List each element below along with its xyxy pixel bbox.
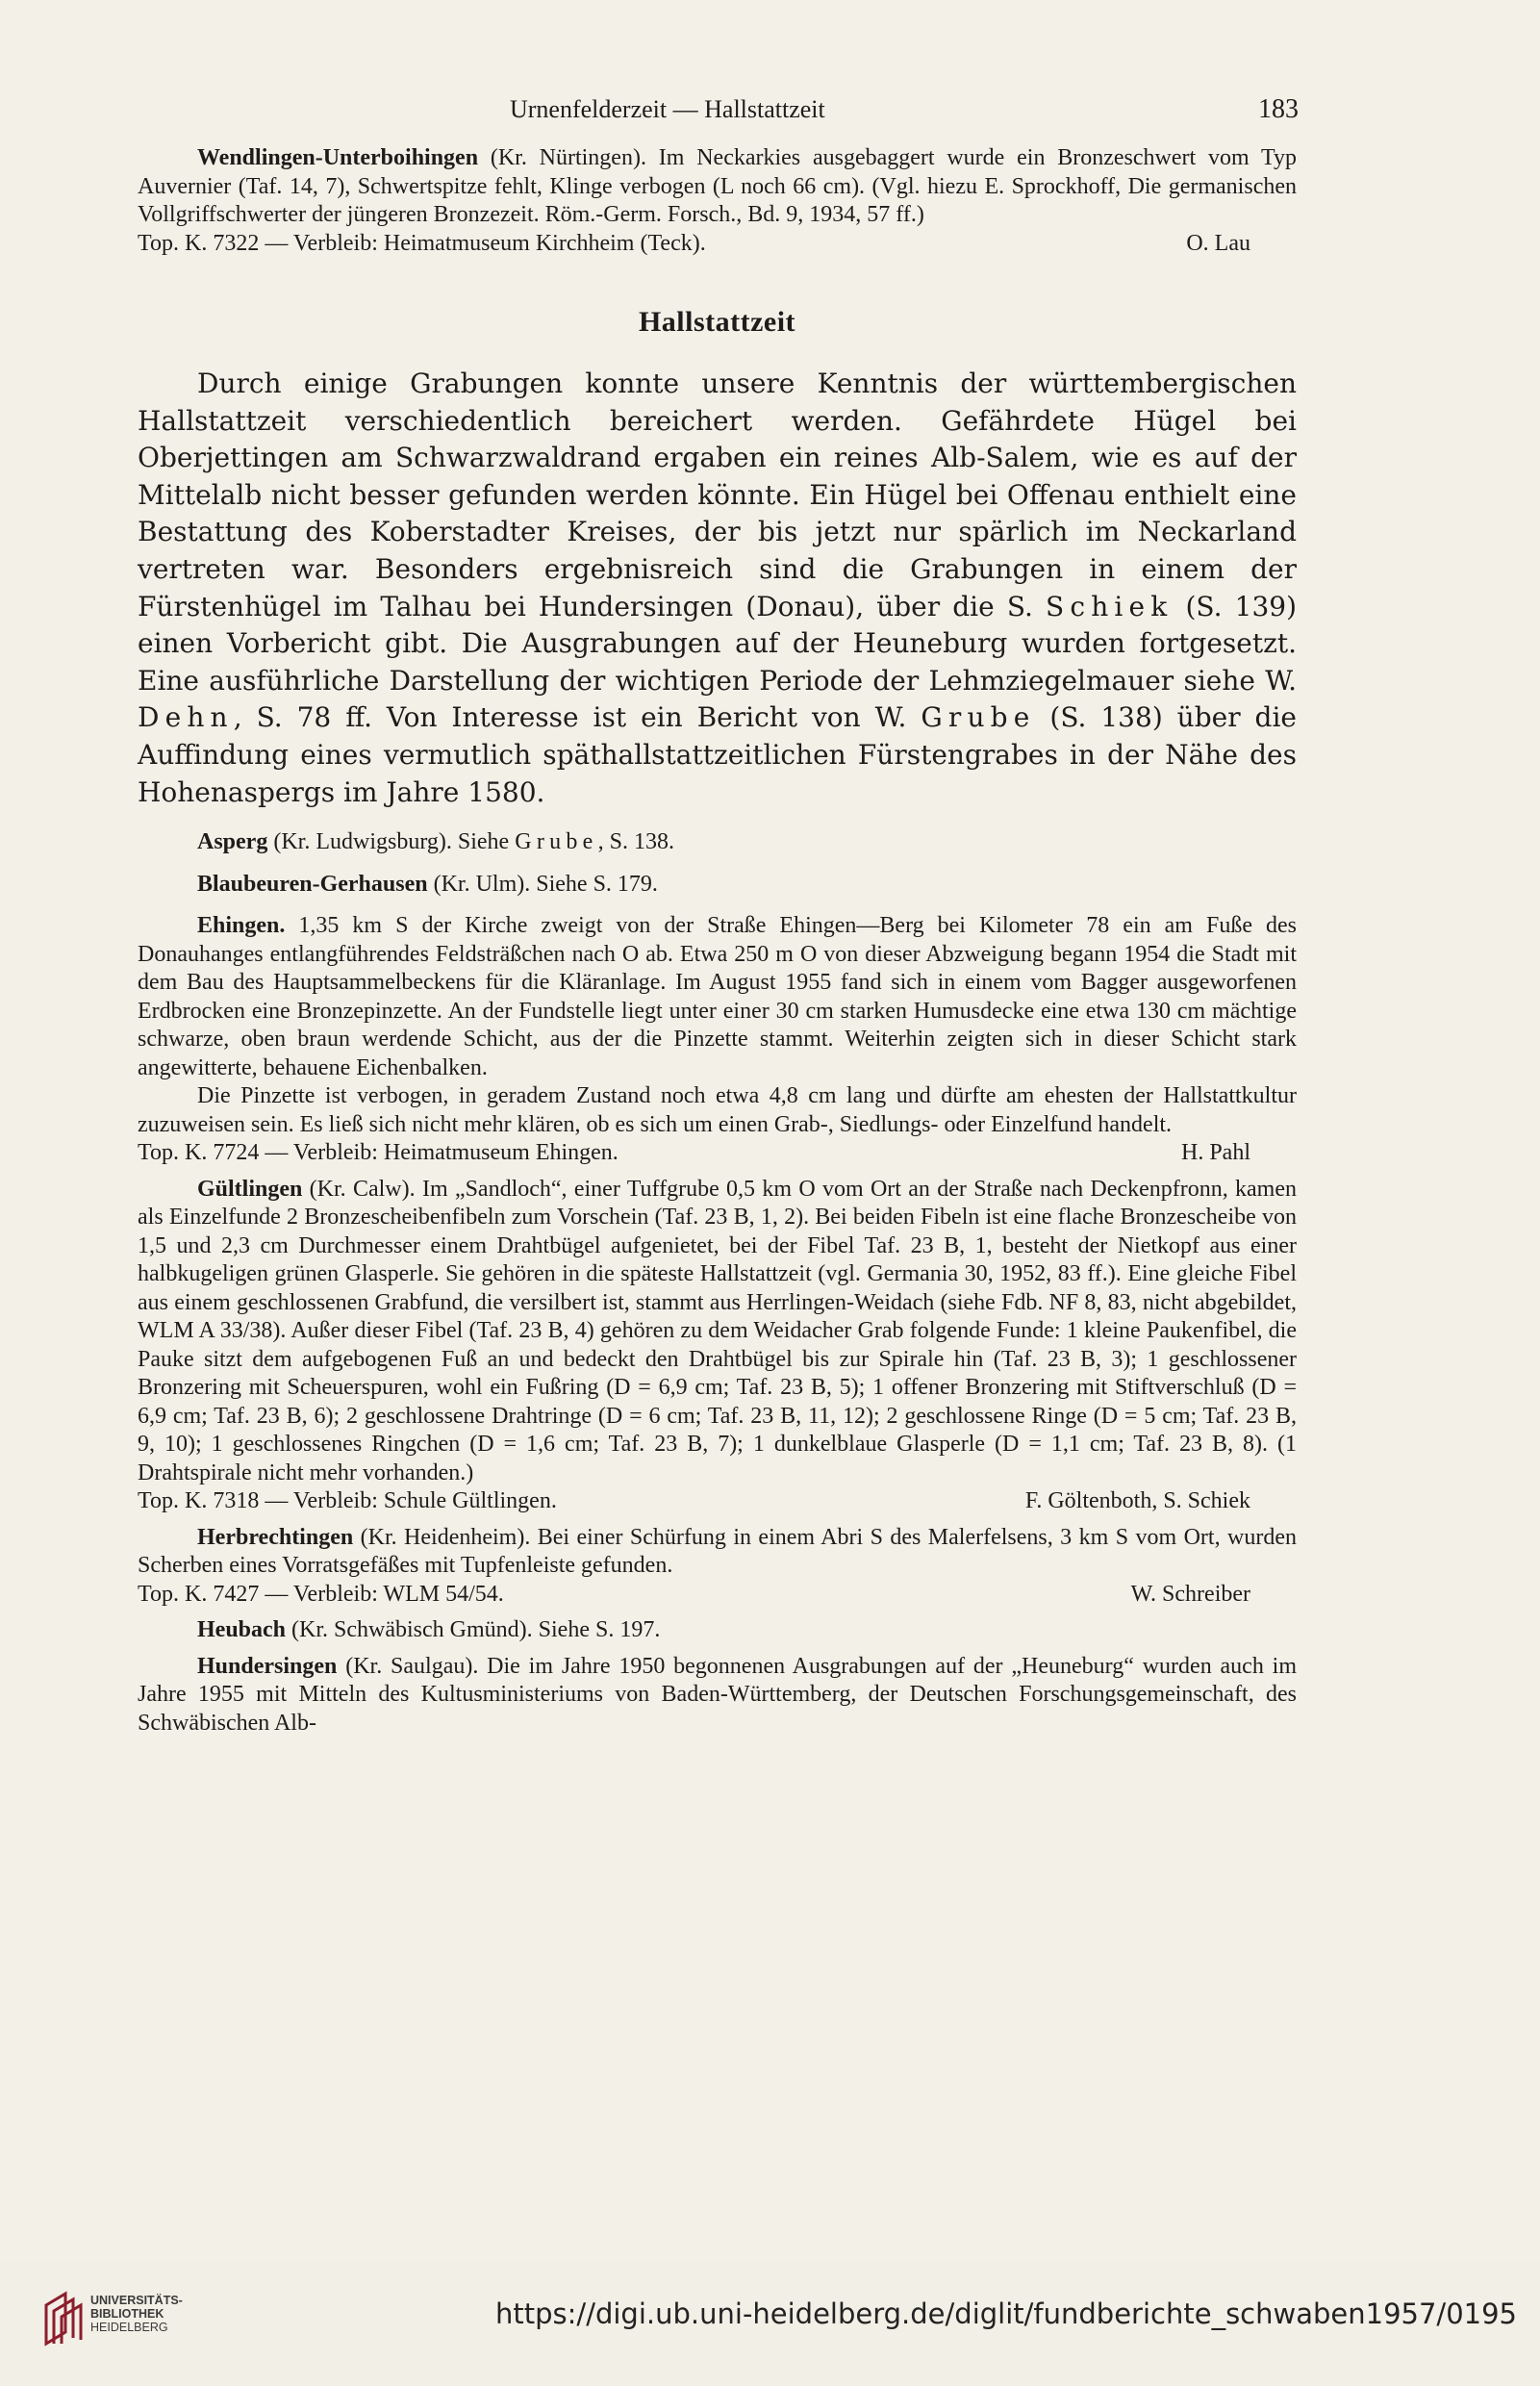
entry-place: Heubach bbox=[197, 1617, 287, 1643]
entry-hundersingen bbox=[138, 1653, 1297, 1739]
entry-place: Wendlingen-Unterboihingen bbox=[197, 145, 479, 170]
entry-author: H. Pahl bbox=[1181, 1140, 1250, 1166]
author-name: Grube bbox=[515, 829, 598, 855]
entry-text: (Kr. Ulm). Siehe S. 179. bbox=[427, 871, 658, 897]
library-name-line: HEIDELBERG bbox=[90, 2321, 168, 2334]
entry-text: 1,35 km S der Kirche zweigt von der Straße Ehingen—Berg bei Kilometer 78 ein am Fuße des Donauhanges entlangführendes Feldsträßchen nach O ab. Etwa 250 m O von dieser Abzweigung begann 1954 die Stadt mit dem Bau des Hauptsammelbeckens für die Kläranlage. Im August 1955 fand sich in einem vom Bagger ausgeworfenen Erdbrocken eine Bronzepinzette. An der Fundstelle liegt unter einer 30 cm starken Humusdecke eine etwa 130 cm mächtige schwarze, oben braun werdende Schicht, aus der die Pinzette stammt. Weiterhin zeigten sich in dieser Schicht stark angewitterte, behauene Eichenbalken. bbox=[138, 913, 1297, 1080]
section-intro bbox=[138, 366, 1297, 811]
permalink-url[interactable]: https://digi.ub.uni-heidelberg.de/diglit/fundberichte_schwaben1957/0195 bbox=[495, 2297, 1517, 2330]
entry-place: Gültlingen bbox=[197, 1176, 303, 1202]
entry-wendlingen bbox=[138, 144, 1297, 258]
library-name-line: UNIVERSITÄTS- bbox=[90, 2294, 183, 2307]
author-name: Dehn bbox=[138, 701, 234, 734]
intro-text: (S. 139) einen Vorbericht gibt. Die Ausgrabungen auf der Heuneburg wurden fortgesetzt. Eine ausführliche Darstellung der wichtigen Periode der Lehmziegelmauer siehe W. bbox=[138, 590, 1298, 697]
entry-place: Herbrechtingen bbox=[197, 1524, 354, 1550]
entry-topo: Top. K. 7427 — Verbleib: WLM 54/54. bbox=[138, 1581, 504, 1607]
entry-ehingen bbox=[138, 912, 1297, 1168]
entry-author: W. Schreiber bbox=[1130, 1581, 1250, 1607]
entry-text: (Kr. Nürtingen). Im Neckarkies ausgebaggert wurde ein Bronzeschwert vom Typ Auvernier (Taf. 14, 7), Schwertspitze fehlt, Klinge verbogen (L noch 66 cm). (Vgl. hiezu E. Sprockhoff, Die germanischen Vollgriffschwerter der jüngeren Bronzezeit. Röm.-Germ. Forsch., Bd. 9, 1934, 57 ff.) bbox=[138, 145, 1297, 227]
entry-topo: Top. K. 7318 — Verbleib: Schule Gültlingen. bbox=[138, 1488, 557, 1514]
entry-text: Die Pinzette ist verbogen, in geradem Zustand noch etwa 4,8 cm lang und dürfte am ehesten der Hallstattkultur zuzuweisen sein. Es ließ sich nicht mehr klären, ob es sich um einen Grab-, Siedlungs- oder Einzelfund handelt. bbox=[138, 1083, 1297, 1137]
entry-blaubeuren bbox=[138, 871, 1297, 900]
intro-text: (S. 138) über die Auffindung eines vermutlich späthallstattzeitlichen Fürstengrabes in der Nähe des Hohenaspergs im Jahre 1580. bbox=[138, 701, 1297, 808]
entry-place: Blaubeuren-Gerhausen bbox=[197, 871, 428, 897]
intro-text: Durch einige Grabungen konnte unsere Kenntnis der württembergischen Hallstattzeit verschiedentlich bereichert werden. Gefährdete Hügel bei Oberjettingen am Schwarzwaldrand ergaben ein reines Alb-Salem, wie es auf der Mittelalb nicht besser gefunden werden könnte. Ein Hügel bei Offenau enthielt eine Bestattung des Koberstadter Kreises, der bis jetzt nur spärlich im Neckarland vertreten war. Besonders ergebnisreich sind die Grabungen in einem der Fürstenhügel im Talhau bei Hundersingen (Donau), über die S. bbox=[138, 368, 1297, 622]
entry-text: (Kr. Saulgau). Die im Jahre 1950 begonnenen Ausgrabungen auf der „Heuneburg“ wurden auch im Jahre 1955 mit Mitteln des Kultusministeriums von Baden-Württemberg, der Deutschen Forschungsgemeinschaft, des Schwäbischen Alb- bbox=[138, 1653, 1297, 1736]
author-name: Schiek bbox=[1046, 590, 1174, 622]
entry-gueltlingen bbox=[138, 1176, 1297, 1516]
entry-text: (Kr. Ludwigsburg). Siehe bbox=[267, 829, 516, 855]
page-number: 183 bbox=[1258, 94, 1299, 124]
entry-heubach bbox=[138, 1616, 1297, 1645]
entry-topo: Top. K. 7724 — Verbleib: Heimatmuseum Ehingen. bbox=[138, 1140, 619, 1166]
entry-text: (Kr. Heidenheim). Bei einer Schürfung in einem Abri S des Malerfelsens, 3 km S vom Ort, wurden Scherben eines Vorratsgefäßes mit Tupfenleiste gefunden. bbox=[138, 1524, 1297, 1579]
entry-author: O. Lau bbox=[1186, 230, 1250, 256]
entry-author: F. Göltenboth, S. Schiek bbox=[1024, 1488, 1250, 1514]
author-name: Grube bbox=[921, 701, 1036, 734]
entry-text: , S. 138. bbox=[597, 829, 674, 855]
intro-text: , S. 78 ff. Von Interesse ist ein Bericht von W. bbox=[233, 701, 921, 734]
entry-topo: Top. K. 7322 — Verbleib: Heimatmuseum Kirchheim (Teck). bbox=[138, 230, 706, 256]
page-content bbox=[138, 144, 1297, 1738]
entry-place: Asperg bbox=[197, 829, 268, 855]
viewer-footer bbox=[0, 2261, 1540, 2386]
entry-text: (Kr. Schwäbisch Gmünd). Siehe S. 197. bbox=[286, 1617, 661, 1643]
entry-place: Ehingen. bbox=[197, 913, 286, 939]
entry-herbrechtingen bbox=[138, 1524, 1297, 1610]
entry-place: Hundersingen bbox=[197, 1653, 338, 1679]
entry-asperg bbox=[138, 828, 1297, 857]
library-name-line: BIBLIOTHEK bbox=[90, 2307, 164, 2321]
library-name bbox=[90, 2294, 183, 2334]
entry-text: (Kr. Calw). Im „Sandloch“, einer Tuffgrube 0,5 km O vom Ort an der Straße nach Deckenpfronn, kamen als Einzelfunde 2 Bronzescheibenfibeln zum Vorschein (Taf. 23 B, 1, 2). Bei beiden Fibeln ist eine flache Bronzescheibe von 1,5 und 2,3 cm Durchmesser einem Drahtbügel aufgenietet, bei der Fibel Taf. 23 B, 1, besteht der Nietkopf aus einer halbkugeligen grünen Glasperle. Sie gehören in die späteste Hallstattzeit (vgl. Germania 30, 1952, 83 ff.). Eine gleiche Fibel aus einem geschlossenen Grabfund, die versilbert ist, stammt aus Herrlingen-Weidach (siehe Fdb. NF 8, 83, nicht abgebildet, WLM A 33/38). Außer dieser Fibel (Taf. 23 B, 4) gehören zu dem Weidacher Grab folgende Funde: 1 kleine Paukenfibel, die Pauke sitzt dem aufgebogenen Fuß an und bedeckt den Drahtbügel bis zur Spirale hin (Taf. 23 B, 3); 1 geschlossener Bronzering mit Scheuerspuren, wohl ein Fußring (D = 6,9 cm; Taf. 23 B, 5); 1 offener Bronzering mit Stiftverschluß (D = 6,9 cm; Taf. 23 B, 6); 2 geschlossene Drahtringe (D = 6 cm; Taf. 23 B, 11, 12); 2 geschlossene Ringe (D = 5 cm; Taf. 23 B, 9, 10); 1 geschlossenes Ringchen (D = 1,6 cm; Taf. 23 B, 7); 1 dunkelblaue Glasperle (D = 1,1 cm; Taf. 23 B, 8). (1 Drahtspirale nicht mehr vorhanden.) bbox=[138, 1176, 1297, 1485]
library-logo-icon bbox=[38, 2290, 87, 2348]
running-title: Urnenfelderzeit — Hallstattzeit bbox=[510, 95, 825, 123]
section-title: Hallstattzeit bbox=[638, 306, 796, 338]
